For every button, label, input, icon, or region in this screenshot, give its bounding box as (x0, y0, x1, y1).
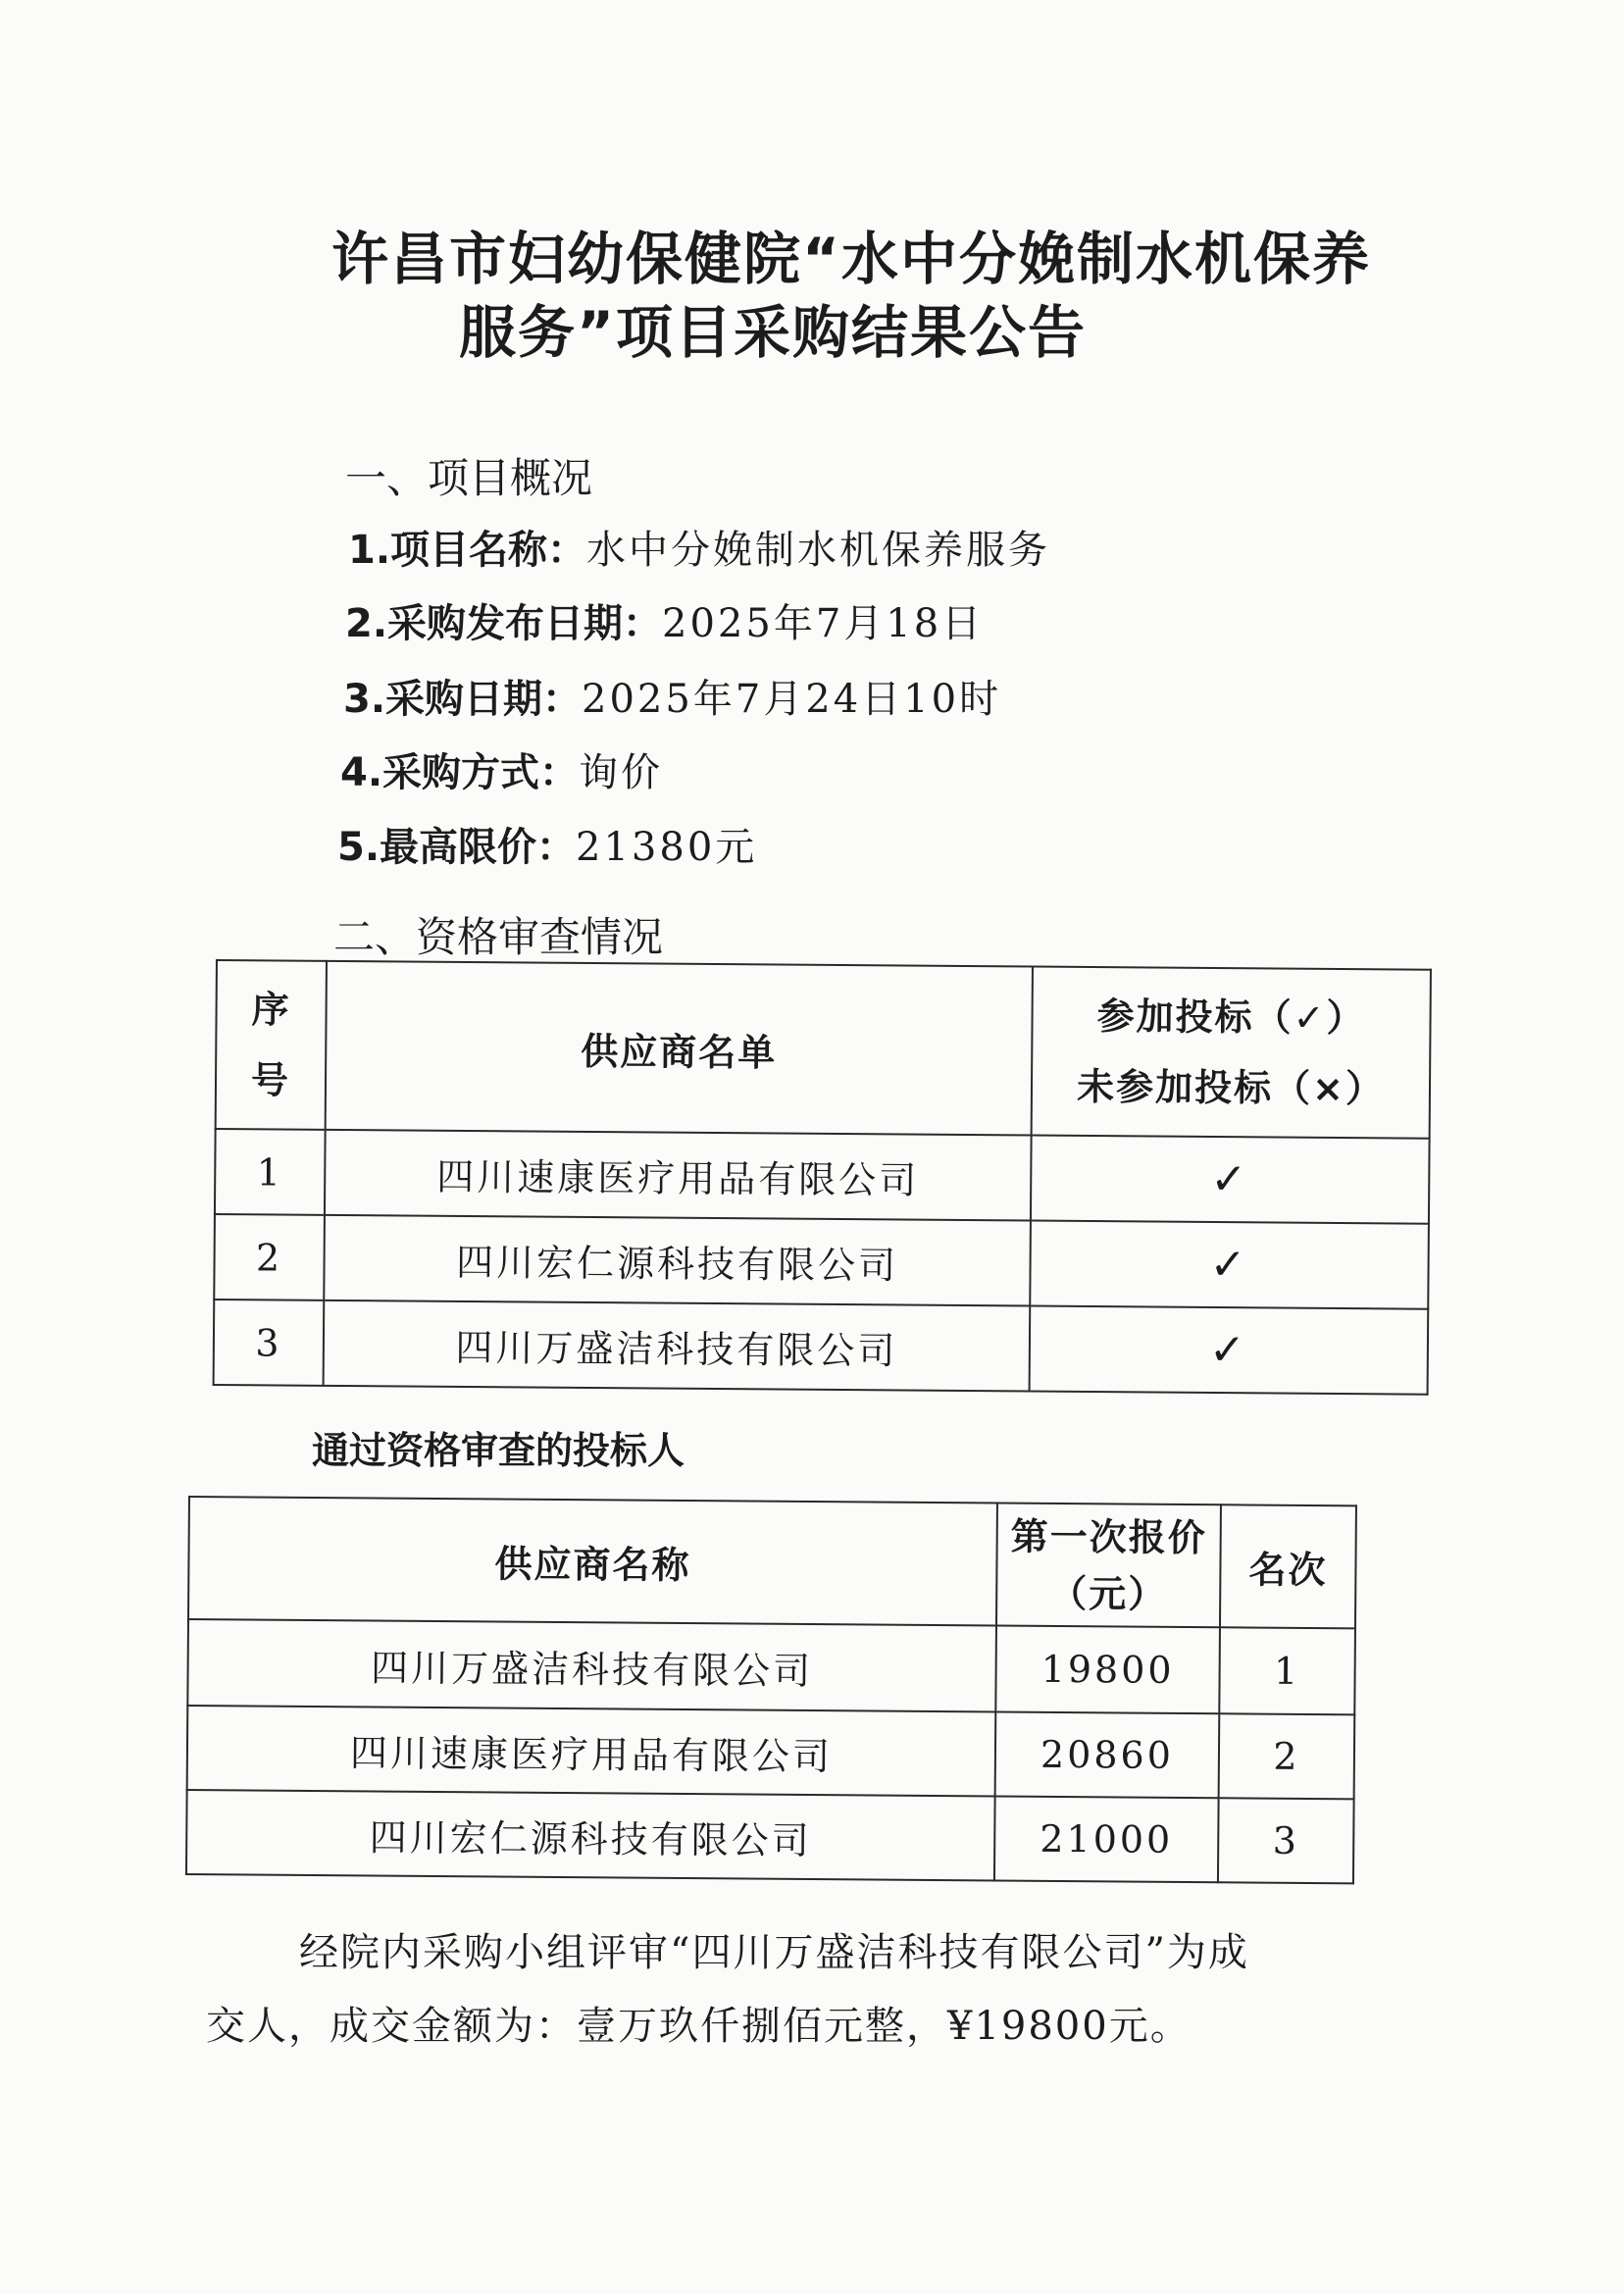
cell-supplier: 四川万盛洁科技有限公司 (324, 1300, 1031, 1392)
cell-serial: 1 (215, 1129, 326, 1215)
header-first-price-2: （元） (1049, 1571, 1168, 1616)
cell-serial: 3 (214, 1300, 325, 1386)
item-publish-date (345, 598, 984, 649)
cell-price: 20860 (995, 1711, 1220, 1798)
cell-supplier: 四川万盛洁科技有限公司 (187, 1619, 996, 1711)
header-supplier-list: 供应商名单 (326, 961, 1033, 1136)
check-icon: ✓ (1030, 1306, 1429, 1395)
header-serial (216, 960, 327, 1130)
check-icon: ✓ (1030, 1221, 1429, 1309)
item-project-name (348, 525, 1050, 576)
cell-price: 19800 (995, 1625, 1220, 1713)
item-purchase-method (340, 747, 663, 798)
cell-rank: 1 (1219, 1627, 1355, 1714)
document-title-line1: 许昌市妇幼保健院“水中分娩制水机保养 (330, 226, 1372, 292)
conclusion-line1: 经院内采购小组评审“四川万盛洁科技有限公司”为成 (299, 1930, 1249, 1975)
bidders-table (185, 1496, 1357, 1884)
check-icon: ✓ (1031, 1136, 1430, 1224)
table-row (186, 1790, 1354, 1883)
table-row (187, 1706, 1355, 1799)
cell-supplier: 四川宏仁源科技有限公司 (186, 1790, 995, 1880)
cell-serial: 2 (214, 1214, 325, 1300)
cell-rank: 2 (1219, 1713, 1355, 1799)
qualification-table (213, 959, 1432, 1396)
cell-supplier: 四川宏仁源科技有限公司 (324, 1215, 1031, 1306)
header-bid-status (1032, 967, 1431, 1139)
cell-price: 21000 (994, 1796, 1219, 1882)
cell-supplier: 四川速康医疗用品有限公司 (325, 1130, 1032, 1221)
item-value: 询价 (579, 750, 664, 795)
header-supplier-name: 供应商名称 (188, 1497, 997, 1625)
conclusion-line2: 交人，成交金额为：壹万玖仟捌佰元整，¥19800元。 (206, 2004, 1192, 2049)
cell-rank: 3 (1218, 1798, 1354, 1883)
item-label: 1.项目名称： (348, 528, 587, 573)
cell-supplier: 四川速康医疗用品有限公司 (187, 1706, 996, 1796)
item-max-price (337, 822, 757, 873)
header-bid-status-2: 未参加投标（×） (1076, 1064, 1386, 1111)
item-label: 5.最高限价： (337, 825, 577, 870)
item-label: 4.采购方式： (340, 750, 580, 795)
header-bid-status-1: 参加投标（✓） (1096, 994, 1366, 1041)
section2-heading: 二、资格审查情况 (333, 913, 664, 961)
table-row (187, 1619, 1355, 1714)
table-row (214, 1300, 1429, 1395)
item-label: 3.采购日期： (343, 677, 583, 722)
item-value: 水中分娩制水机保养服务 (586, 528, 1051, 573)
table-row (214, 1214, 1429, 1309)
item-value: 2025年7月18日 (662, 601, 985, 646)
item-value: 2025年7月24日10时 (582, 677, 1002, 722)
item-label: 2.采购发布日期： (345, 601, 663, 646)
table-row (215, 1129, 1430, 1224)
document-title-line2: 服务”项目采购结果公告 (458, 299, 1088, 366)
header-serial-2: 号 (250, 1058, 291, 1102)
header-first-price-1: 第一次报价 (1010, 1514, 1207, 1559)
section1-heading: 一、项目概况 (345, 454, 593, 502)
qualified-bidders-heading: 通过资格审查的投标人 (312, 1429, 685, 1472)
header-serial-1: 序 (251, 988, 291, 1032)
item-value: 21380元 (576, 825, 758, 870)
item-purchase-date (343, 674, 1001, 725)
header-rank: 名次 (1220, 1504, 1356, 1628)
header-first-price (996, 1503, 1221, 1627)
